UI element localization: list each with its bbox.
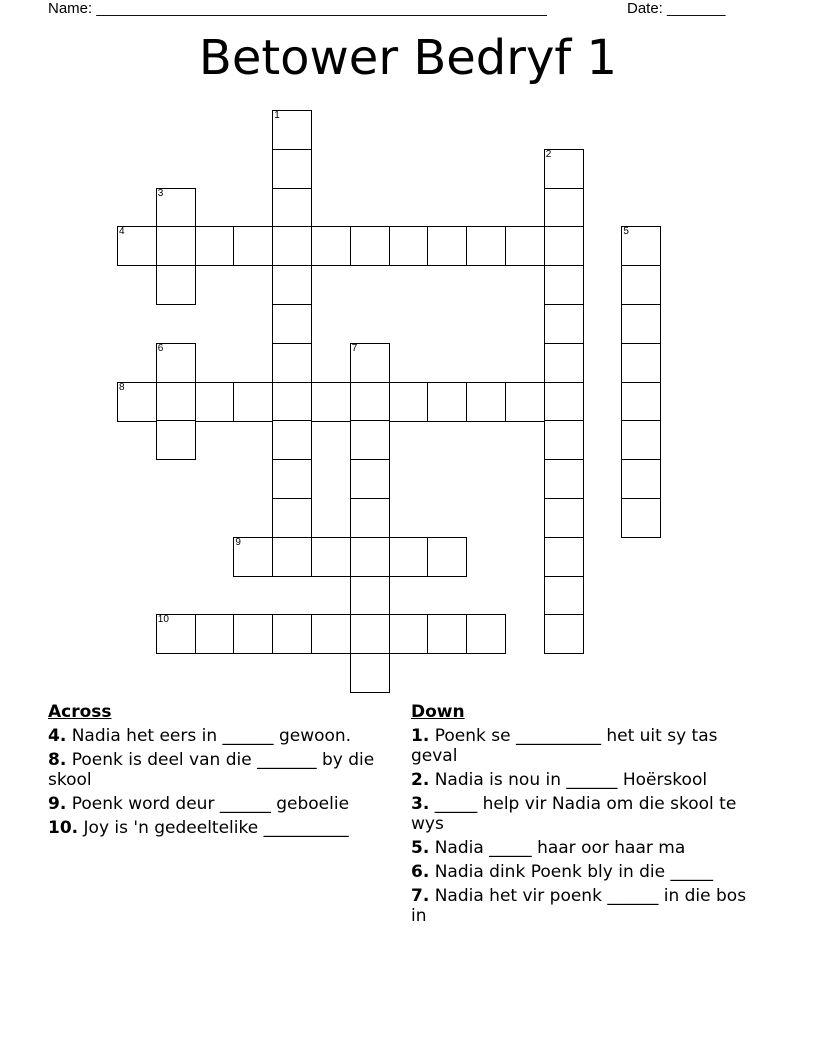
clue-num: 4.	[48, 726, 67, 746]
clue-num: 1.	[411, 726, 430, 746]
grid-cell[interactable]	[544, 226, 584, 266]
grid-cell[interactable]	[156, 382, 196, 422]
clue-text: Nadia het eers in ______ gewoon.	[66, 726, 352, 746]
grid-cell[interactable]	[233, 382, 273, 422]
grid-cell[interactable]	[544, 420, 584, 460]
grid-cell[interactable]	[156, 614, 196, 654]
grid-cell[interactable]	[156, 226, 196, 266]
grid-cell[interactable]	[272, 420, 312, 460]
grid-cell[interactable]	[350, 498, 390, 538]
grid-cell[interactable]	[544, 537, 584, 577]
across-clues	[48, 702, 398, 842]
grid-cell[interactable]	[544, 343, 584, 383]
grid-cell[interactable]	[156, 343, 196, 383]
grid-cell[interactable]	[272, 226, 312, 266]
grid-cell[interactable]	[544, 265, 584, 305]
grid-cell[interactable]	[621, 382, 661, 422]
grid-cell[interactable]	[350, 343, 390, 383]
grid-cell[interactable]	[544, 576, 584, 616]
grid-cell[interactable]	[272, 188, 312, 228]
grid-cell[interactable]	[272, 149, 312, 189]
clue-text: Poenk se __________ het uit sy tas geval	[411, 726, 718, 766]
grid-cell[interactable]	[117, 382, 157, 422]
grid-cell[interactable]	[389, 614, 429, 654]
grid-cell[interactable]	[272, 614, 312, 654]
grid-cell[interactable]	[621, 498, 661, 538]
grid-cell[interactable]	[544, 188, 584, 228]
grid-cell[interactable]	[621, 226, 661, 266]
grid-cell[interactable]	[272, 304, 312, 344]
grid-cell[interactable]	[350, 459, 390, 499]
clue-text: Nadia _____ haar oor haar ma	[429, 838, 686, 858]
clue-number: 9	[235, 536, 241, 548]
clue-number: 7	[351, 342, 358, 354]
grid-cell[interactable]	[466, 226, 506, 266]
grid-cell[interactable]	[311, 614, 351, 654]
grid-cell[interactable]	[233, 537, 273, 577]
grid-cell[interactable]	[156, 188, 196, 228]
across-clue	[48, 750, 398, 790]
grid-cell[interactable]	[544, 614, 584, 654]
clue-num: 9.	[48, 794, 67, 814]
down-clue	[411, 726, 751, 766]
grid-cell[interactable]	[311, 226, 351, 266]
clue-text: Nadia het vir poenk ______ in die bos in	[411, 886, 747, 926]
clue-num: 6.	[411, 862, 430, 882]
grid-cell[interactable]	[466, 614, 506, 654]
grid-cell[interactable]	[350, 226, 390, 266]
grid-cell[interactable]	[389, 382, 429, 422]
grid-cell[interactable]	[350, 653, 390, 693]
grid-cell[interactable]	[544, 382, 584, 422]
grid-cell[interactable]	[544, 498, 584, 538]
grid-cell[interactable]	[621, 459, 661, 499]
clue-number: 3	[157, 187, 164, 199]
clue-number: 1	[274, 110, 280, 121]
page-title: Betower Bedryf 1	[198, 30, 618, 86]
across-clue	[48, 726, 398, 746]
across-clue	[48, 818, 398, 838]
down-clue	[411, 886, 751, 926]
grid-cell[interactable]	[621, 420, 661, 460]
grid-cell[interactable]	[233, 226, 273, 266]
down-clue-list	[411, 726, 751, 926]
down-clue	[411, 770, 751, 790]
grid-cell[interactable]	[544, 149, 584, 189]
clue-number: 2	[545, 148, 552, 160]
clue-text: Nadia is nou in ______ Hoërskool	[429, 770, 708, 790]
clue-number: 8	[119, 381, 125, 393]
clue-num: 8.	[48, 750, 67, 770]
grid-cell[interactable]	[117, 226, 157, 266]
down-clue	[411, 794, 751, 834]
clue-number: 10	[157, 614, 169, 626]
grid-cell[interactable]	[466, 382, 506, 422]
clue-text: Joy is 'n gedeeltelike __________	[78, 818, 349, 838]
clue-text: Poenk is deel van die _______ by die skool	[48, 750, 375, 790]
down-clue	[411, 838, 751, 858]
across-heading: Across	[48, 702, 112, 722]
grid-cell[interactable]	[505, 382, 545, 422]
grid-cell[interactable]	[427, 614, 467, 654]
grid-cell[interactable]	[156, 420, 196, 460]
grid-cell[interactable]	[272, 537, 312, 577]
down-heading: Down	[411, 702, 465, 722]
grid-cell[interactable]	[272, 459, 312, 499]
date-field: Date: _______	[627, 0, 726, 17]
grid-cell[interactable]	[272, 343, 312, 383]
clue-num: 2.	[411, 770, 430, 790]
grid-cell[interactable]	[350, 537, 390, 577]
grid-cell[interactable]	[350, 614, 390, 654]
clue-num: 7.	[411, 886, 430, 906]
grid-cell[interactable]	[156, 265, 196, 305]
grid-cell[interactable]	[233, 614, 273, 654]
clue-number: 4	[119, 226, 125, 238]
grid-cell[interactable]	[427, 537, 467, 577]
grid-cell[interactable]	[272, 110, 312, 150]
clue-text: Poenk word deur ______ geboelie	[66, 794, 350, 814]
grid-cell[interactable]	[272, 265, 312, 305]
grid-cell[interactable]	[544, 304, 584, 344]
grid-cell[interactable]	[350, 576, 390, 616]
grid-cell[interactable]	[195, 614, 235, 654]
grid-cell[interactable]	[427, 226, 467, 266]
down-clues	[411, 702, 751, 930]
grid-cell[interactable]	[311, 382, 351, 422]
grid-cell[interactable]	[272, 382, 312, 422]
across-clue-list	[48, 726, 398, 838]
grid-cell[interactable]	[350, 382, 390, 422]
clue-num: 5.	[411, 838, 430, 858]
clue-num: 10.	[48, 818, 79, 838]
down-clue	[411, 862, 751, 882]
clue-text: _____ help vir Nadia om die skool te wys	[411, 794, 737, 834]
name-field: Name: ______________________________________________________	[48, 0, 547, 17]
clue-num: 3.	[411, 794, 430, 814]
grid-cell[interactable]	[389, 537, 429, 577]
grid-cell[interactable]	[311, 537, 351, 577]
grid-cell[interactable]	[621, 304, 661, 344]
grid-cell[interactable]	[350, 420, 390, 460]
grid-cell[interactable]	[389, 226, 429, 266]
grid-cell[interactable]	[195, 226, 235, 266]
grid-cell[interactable]	[621, 265, 661, 305]
grid-cell[interactable]	[505, 226, 545, 266]
grid-cell[interactable]	[427, 382, 467, 422]
grid-cell[interactable]	[272, 498, 312, 538]
across-clue	[48, 794, 398, 814]
clue-text: Nadia dink Poenk bly in die _____	[429, 862, 713, 882]
clue-number: 6	[157, 342, 164, 354]
grid-cell[interactable]	[195, 382, 235, 422]
grid-cell[interactable]	[544, 459, 584, 499]
grid-cell[interactable]	[621, 343, 661, 383]
clue-number: 5	[623, 226, 629, 238]
